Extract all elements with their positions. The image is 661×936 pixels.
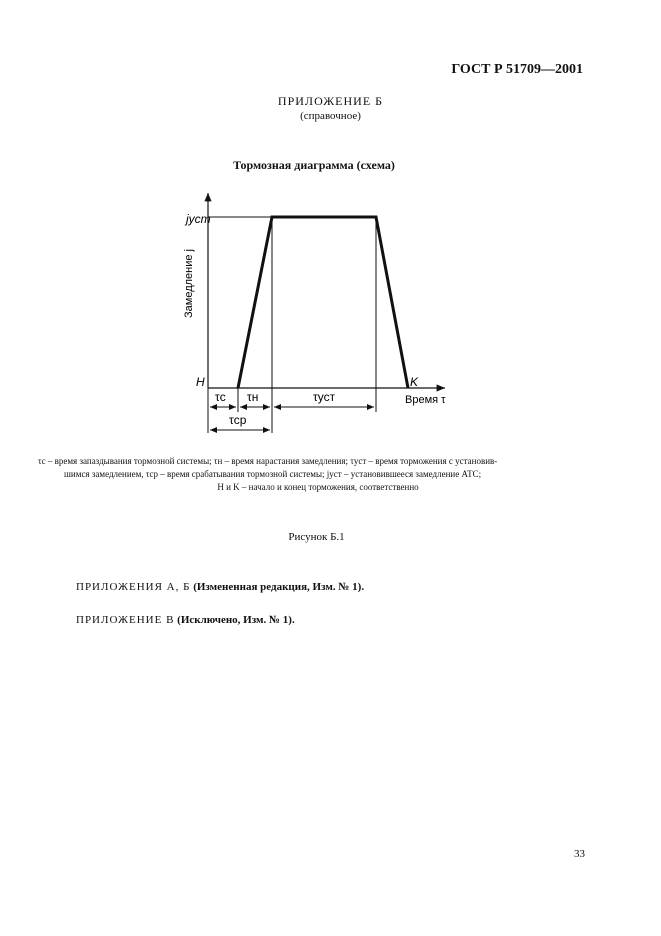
note-appendix-v-prefix: ПРИЛОЖЕНИЕ В xyxy=(76,614,175,626)
document-code: ГОСТ Р 51709—2001 xyxy=(451,62,583,77)
diagram-title: Тормозная диаграмма (схема) xyxy=(233,158,395,172)
legend-line-2: шимся замедлением, τср – время срабатывания тормозной системы; jуст – установившееся замедление АТС; xyxy=(64,469,482,479)
tau-n-label: τн xyxy=(247,390,259,404)
braking-diagram xyxy=(0,0,661,450)
tau-sr-label: τср xyxy=(229,413,247,427)
level-label: jуст xyxy=(186,212,211,226)
figure-legend xyxy=(38,455,598,494)
tau-ust-label: τуст xyxy=(313,390,336,404)
appendix-subtitle: (справочное) xyxy=(300,110,361,122)
start-point-label: H xyxy=(196,375,205,389)
note-appendix-v xyxy=(76,614,295,626)
note-appendix-ab-prefix: ПРИЛОЖЕНИЯ А, Б xyxy=(76,581,191,593)
end-point-label: K xyxy=(410,375,419,389)
deceleration-curve xyxy=(238,217,408,388)
appendix-title: ПРИЛОЖЕНИЕ Б xyxy=(277,94,384,108)
tau-c-label: τс xyxy=(215,390,226,404)
y-axis-label: Замедление j xyxy=(183,249,195,318)
page-number: 33 xyxy=(574,848,585,860)
x-axis-label: Время τ xyxy=(405,394,446,406)
note-appendix-ab-status: (Измененная редакция, Изм. № 1). xyxy=(193,581,365,593)
legend-line-3: H и K – начало и конец торможения, соответственно xyxy=(217,482,419,492)
legend-line-1: τс – время запаздывания тормозной системы; τн – время нарастания замедления; τуст – время торможения с установив- xyxy=(38,456,498,466)
note-appendix-v-status: (Исключено, Изм. № 1). xyxy=(177,614,295,626)
figure-caption: Рисунок Б.1 xyxy=(288,531,345,543)
note-appendix-ab xyxy=(76,581,364,593)
